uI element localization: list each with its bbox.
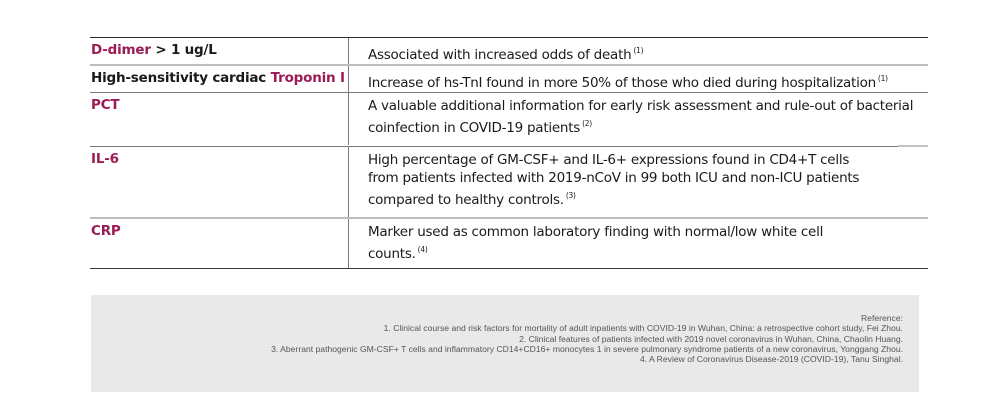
- reference-item: 2. Clinical features of patients infected with 2019 novel coronavirus in Wuhan, China, Chaolin Huang.: [519, 333, 903, 344]
- table-row-troponin: [90, 66, 928, 93]
- biomarker-table: [90, 37, 928, 269]
- marker-name: CRP: [91, 223, 121, 239]
- marker-prefix: High-sensitivity cardiac: [91, 70, 271, 86]
- marker-cell: [90, 219, 349, 268]
- description-line: counts.: [368, 246, 416, 262]
- reference-superscript: (1): [877, 74, 888, 83]
- description-cell: [349, 147, 928, 217]
- description-line: A valuable additional information for early risk assessment and rule-out of bacterial: [368, 98, 914, 114]
- marker-name: PCT: [91, 97, 120, 113]
- table-row-pct: [90, 93, 928, 147]
- reference-superscript: (1): [633, 46, 644, 55]
- table-row-il6: [90, 147, 928, 219]
- table-row-crp: [90, 219, 928, 269]
- reference-item: 3. Aberrant pathogenic GM-CSF+ T cells and inflammatory CD14+CD16+ monocytes 1 in severe pulmonary syndrome patients of a new coronavirus, Yonggang Zhou.: [271, 343, 903, 354]
- marker-cell: [90, 93, 349, 145]
- description-cell: [349, 93, 928, 145]
- description-text: Increase of hs-TnI found in more 50% of those who died during hospitalization: [368, 75, 876, 91]
- marker-threshold: > 1 ug/L: [150, 42, 217, 58]
- reference-box: [91, 295, 919, 392]
- marker-cell: [90, 147, 349, 217]
- description-line: from patients infected with 2019-nCoV in 99 both ICU and non-ICU patients: [368, 170, 860, 186]
- description-cell: [349, 66, 928, 92]
- description-cell: [349, 219, 928, 268]
- description-line: High percentage of GM-CSF+ and IL-6+ expressions found in CD4+T cells: [368, 152, 850, 168]
- reference-item: 4. A Review of Coronavirus Disease-2019 (COVID-19), Tanu Singhal.: [639, 354, 903, 365]
- description-line: compared to healthy controls.: [368, 192, 564, 208]
- reference-title: Reference:: [860, 313, 903, 323]
- table-row-d-dimer: [90, 38, 928, 66]
- reference-superscript: (3): [565, 191, 576, 200]
- description-text: Associated with increased odds of death: [368, 47, 632, 63]
- marker-name: Troponin I: [270, 70, 345, 86]
- marker-cell: [90, 66, 349, 92]
- reference-superscript: (4): [417, 245, 428, 254]
- reference-item: 1. Clinical course and risk factors for mortality of adult inpatients with COVID-19 in Wuhan, China: a retrospective cohort study, Fei Zhou.: [383, 323, 903, 334]
- description-line: coinfection in COVID-19 patients: [368, 120, 581, 136]
- description-cell: [349, 38, 928, 64]
- description-line: Marker used as common laboratory finding with normal/low white cell: [368, 224, 824, 240]
- marker-cell: [90, 38, 349, 64]
- reference-superscript: (2): [582, 119, 592, 128]
- marker-name: IL-6: [91, 151, 119, 167]
- marker-name: D-dimer: [91, 42, 151, 58]
